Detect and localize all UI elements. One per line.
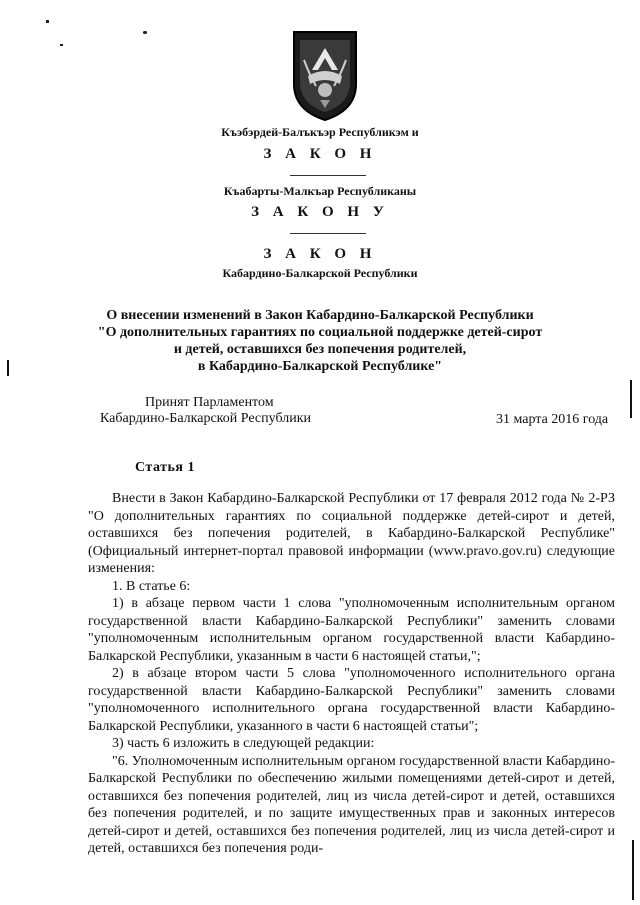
- scan-speck: [46, 20, 49, 23]
- header-law-word-3: З А К О Н: [263, 246, 377, 262]
- header-divider: [290, 175, 366, 176]
- body-paragraph-item: 2) в абзаце втором части 5 слова "уполномоченного исполнительного органа государственной власти Кабардино-Балкарской Республики" заменить словами "уполномоченного исполнительного органа государственной власти Кабардино-Балкарской Республики, указанного в части 6 настоящей статьи";: [88, 666, 615, 734]
- article-body: [88, 490, 615, 858]
- article-heading: Статья 1: [135, 460, 195, 475]
- header-divider: [290, 233, 366, 234]
- law-title-line-1: О внесении изменений в Закон Кабардино-Балкарской Республики: [106, 308, 534, 323]
- header-karachay: Къабарты-Малкъар Республиканы: [223, 184, 417, 198]
- scan-speck: [143, 31, 147, 34]
- body-paragraph-item: 1. В статье 6:: [112, 578, 191, 594]
- header-kabardian: Къэбэрдей-Балъкъэр Республикэм и: [221, 125, 419, 139]
- accepted-by-parliament: Кабардино-Балкарской Республики: [100, 411, 311, 426]
- scan-margin-mark: [630, 380, 632, 418]
- adoption-date: 31 марта 2016 года: [496, 412, 609, 427]
- body-paragraph-quoted: "6. Уполномоченным исполнительным органом государственной власти Кабардино-Балкарской Республики по обеспечению жилыми помещениями детей-сирот и детей, оставшихся без попечения родителей, лиц из числа детей-сирот и детей, оставшихся без попечения родителей, и по защите имущественных прав и законных интересов детей-сирот и детей, оставшихся без попечения родителей, лиц из числа детей-сирот и детей, оставшихся без попечения роди-: [88, 753, 615, 856]
- body-paragraph-item: 1) в абзаце первом части 1 слова "уполномоченным исполнительным органом государственной власти Кабардино-Балкарской Республики" заменить словами "уполномоченным исполнительным органом государственной власти Кабардино-Балкарской Республики, указанным в части 6 настоящей статьи,";: [88, 596, 615, 664]
- header-republic: Кабардино-Балкарской Республики: [222, 266, 418, 280]
- scan-speck: [60, 44, 63, 46]
- accepted-by: Принят Парламентом: [145, 395, 274, 410]
- header-law-word-1: З А К О Н: [263, 146, 377, 162]
- body-paragraph-intro: Внести в Закон Кабардино-Балкарской Республики от 17 февраля 2012 года № 2-РЗ "О дополнительных гарантиях по социальной поддержке детей-сирот и детей, оставшихся без попечения родителей, в Кабардино-Балкарской Республике" (Официальный интернет-портал правовой информации (www.pravo.gov.ru) следующие изменения:: [88, 491, 615, 576]
- law-title-line-4: в Кабардино-Балкарской Республике": [197, 359, 443, 374]
- header-law-word-2: З А К О Н У: [251, 204, 389, 220]
- law-title-line-3: и детей, оставшихся без попечения родителей,: [173, 342, 467, 357]
- coat-of-arms-emblem: [290, 26, 360, 122]
- scan-margin-mark: [632, 840, 634, 900]
- body-paragraph-item: 3) часть 6 изложить в следующей редакции:: [112, 736, 375, 751]
- law-title-line-2: "О дополнительных гарантиях по социальной поддержке детей-сирот: [97, 325, 543, 340]
